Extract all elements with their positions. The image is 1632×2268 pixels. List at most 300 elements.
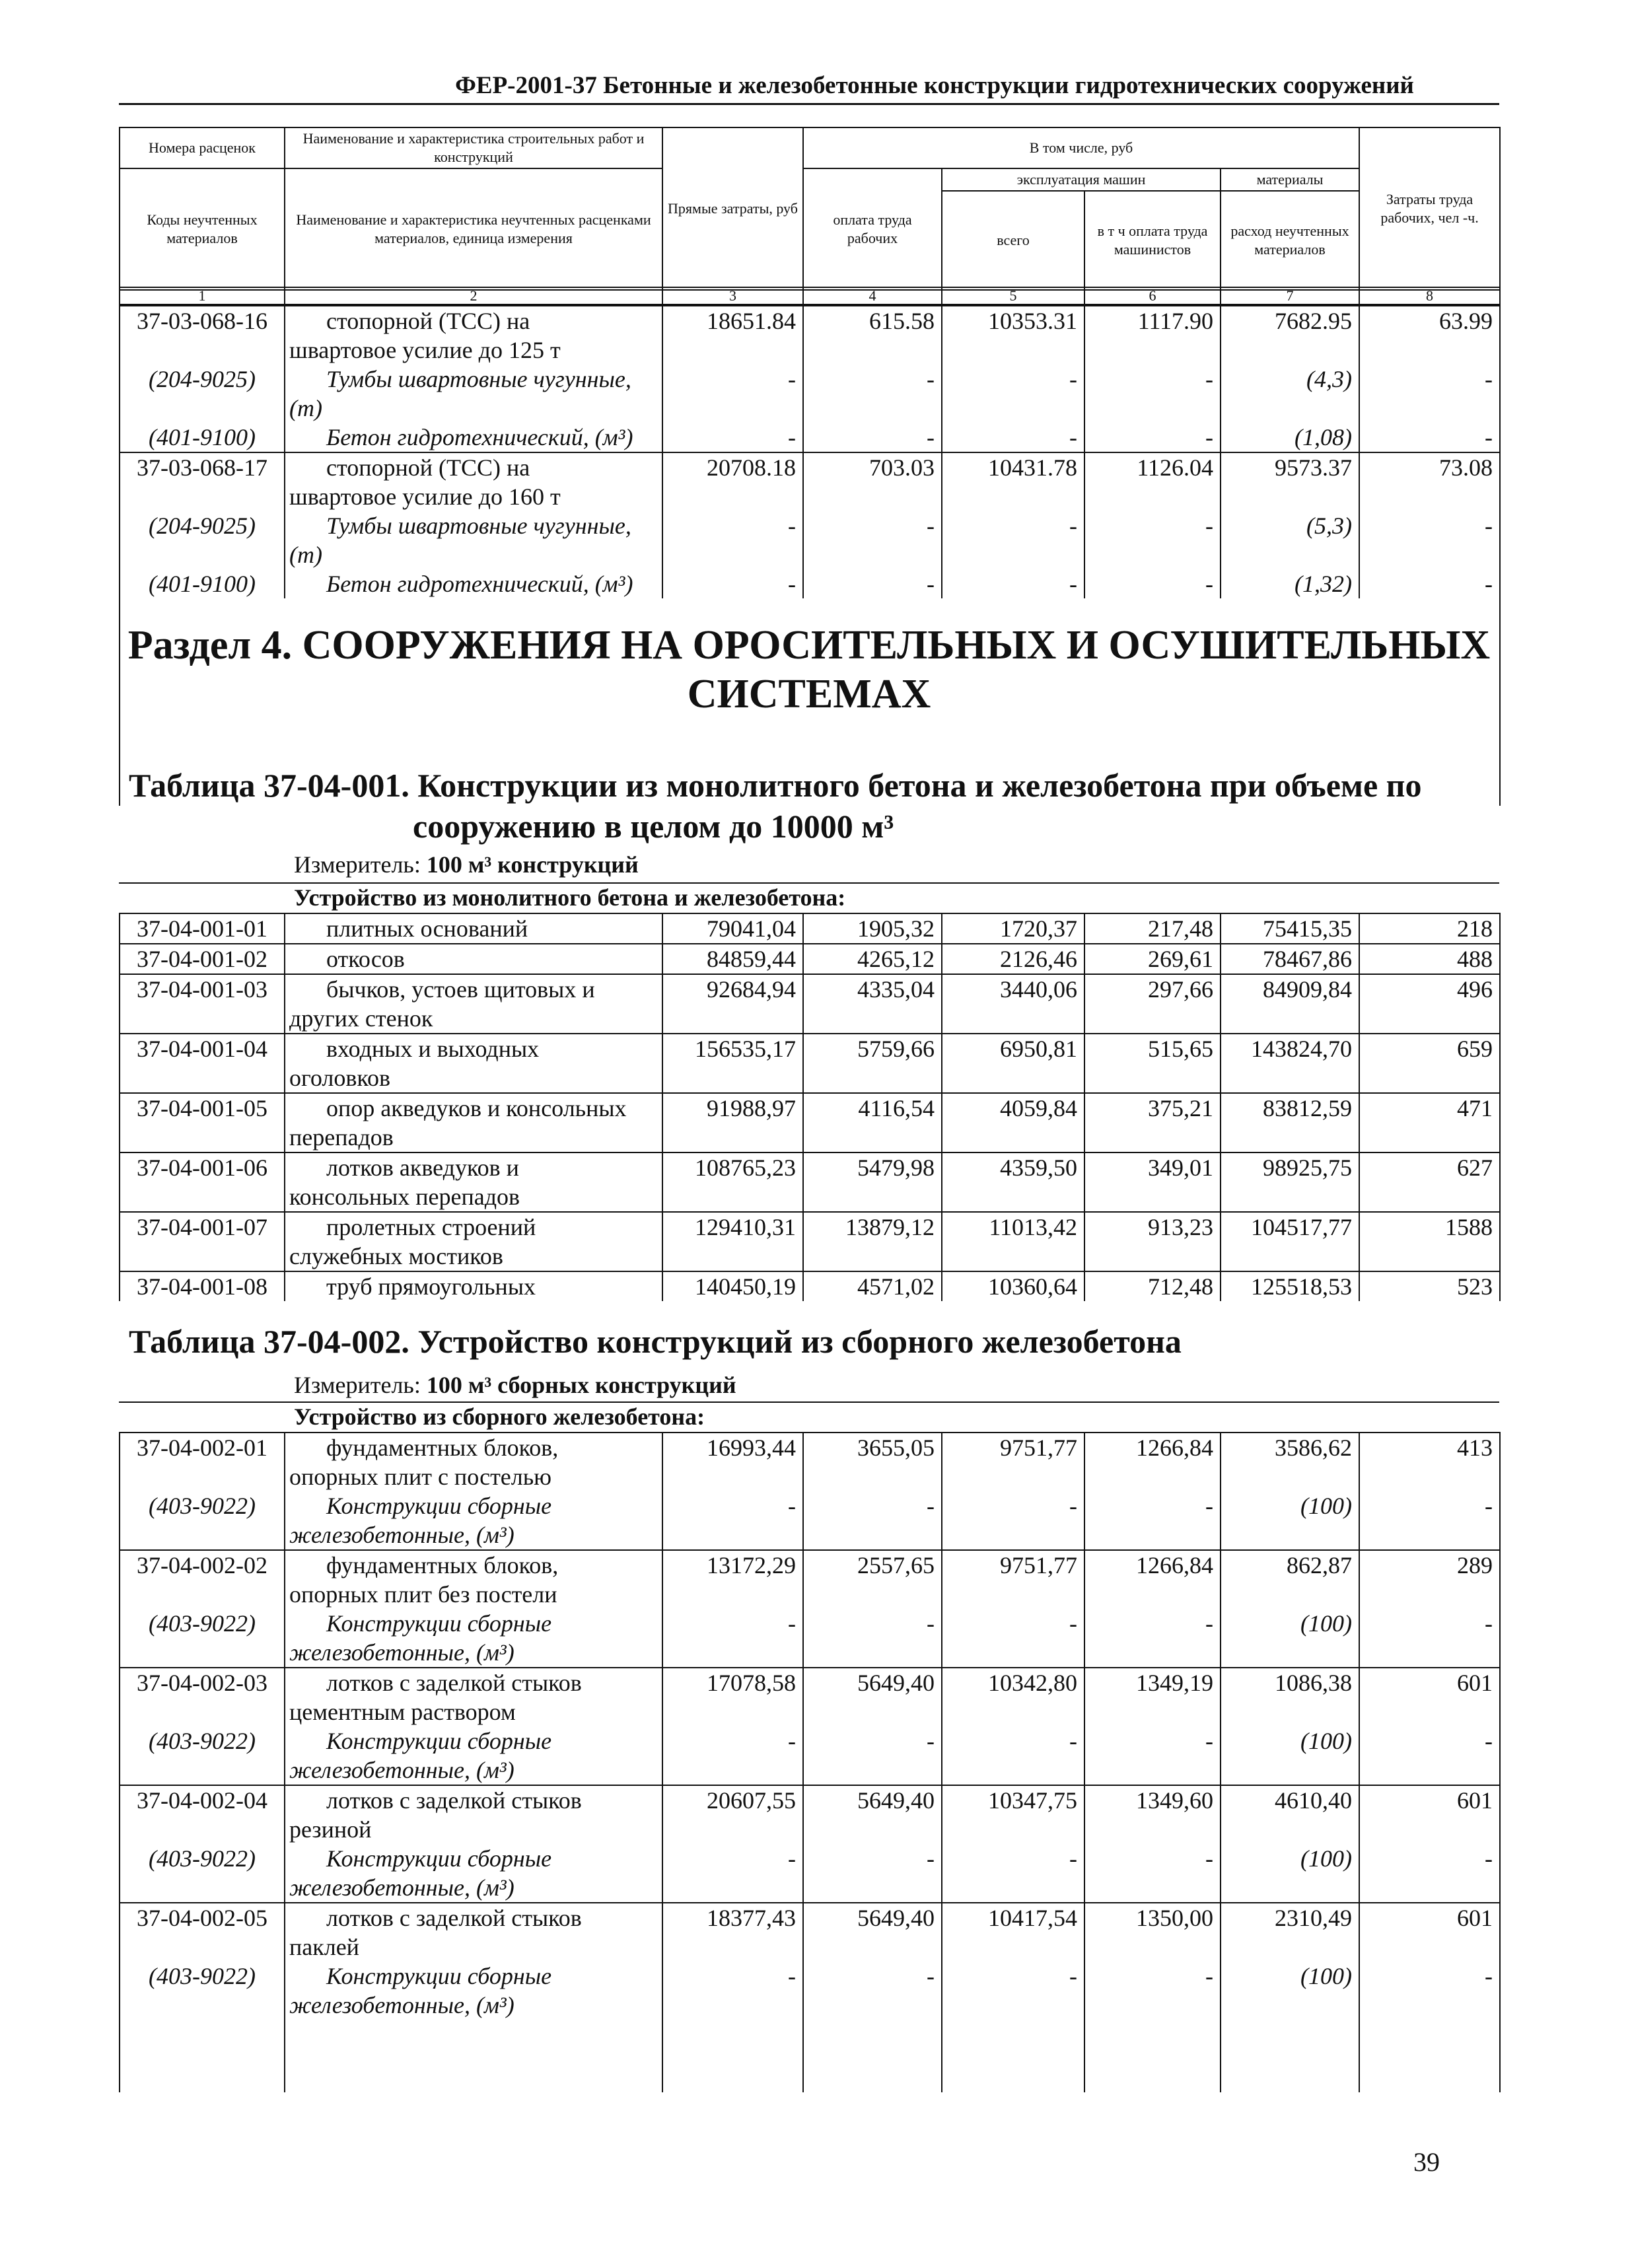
- row-value: 11013,42: [942, 1212, 1084, 1271]
- row-code: 37-04-001-03: [120, 974, 285, 1034]
- col-num: 2: [285, 287, 662, 304]
- row-code: 37-04-001-07: [120, 1212, 285, 1271]
- row-value: 13172,29: [662, 1550, 803, 1609]
- row-value: -: [662, 1844, 803, 1903]
- row-name: [285, 913, 662, 944]
- table-row: [120, 1433, 1500, 1491]
- row-value: 5649,40: [803, 1668, 942, 1726]
- row-name-line1: лотков акведуков и: [326, 1154, 519, 1181]
- row-name: [285, 1152, 662, 1212]
- col8-header: Затраты труда рабочих, чел -ч.: [1359, 127, 1500, 290]
- row-value: 1905,32: [803, 913, 942, 944]
- row-name: [285, 511, 662, 569]
- row-code: (401-9100): [120, 569, 285, 598]
- row-value: 4610,40: [1221, 1785, 1359, 1844]
- col2-top: Наименование и характеристика строительных работ и конструкций: [285, 127, 662, 168]
- table-row: [120, 1152, 1500, 1212]
- row-name: [285, 365, 662, 423]
- row-name-line1: опор акведуков и консольных: [326, 1095, 627, 1121]
- row-name: [285, 1271, 662, 1301]
- col3-header: Прямые затраты, руб: [662, 127, 803, 290]
- row-value: 913,23: [1084, 1212, 1221, 1271]
- table-row: [120, 1271, 1500, 1301]
- row-name-line2: служебных мостиков: [289, 1243, 503, 1269]
- row-name-line1: Конструкции сборные: [326, 1493, 552, 1519]
- row-name-line1: Конструкции сборные: [326, 1610, 552, 1637]
- table-row: [120, 913, 1500, 944]
- filler-cell: [942, 2020, 1084, 2092]
- row-code: 37-04-002-01: [120, 1433, 285, 1491]
- row-name-line1: Бетон гидротехнический, (м³): [326, 424, 633, 450]
- col-num: 6: [1084, 287, 1221, 304]
- row-value: -: [662, 365, 803, 423]
- row-value: -: [803, 569, 942, 598]
- row-value: (100): [1221, 1726, 1359, 1785]
- table1-title-line2: сооружению в целом до 10000 м³: [413, 808, 894, 845]
- row-value: 143824,70: [1221, 1034, 1359, 1093]
- row-name: [285, 306, 662, 365]
- row-code: 37-04-002-05: [120, 1903, 285, 1962]
- row-name-line2: консольных перепадов: [289, 1184, 520, 1210]
- row-code: 37-04-001-05: [120, 1093, 285, 1152]
- col1-top: Номера расценок: [120, 127, 285, 168]
- row-name-line1: стопорной (ТСС) на: [326, 308, 530, 334]
- row-name: [285, 1550, 662, 1609]
- col5-header: всего: [942, 191, 1084, 290]
- row-value: 4116,54: [803, 1093, 942, 1152]
- row-value: -: [1084, 1844, 1221, 1903]
- row-value: -: [1084, 1726, 1221, 1785]
- col-num: 5: [942, 287, 1084, 304]
- row-value: 156535,17: [662, 1034, 803, 1093]
- row-value: 496: [1359, 974, 1500, 1034]
- row-value: -: [1359, 569, 1500, 598]
- row-value: 297,66: [1084, 974, 1221, 1034]
- row-value: 1588: [1359, 1212, 1500, 1271]
- row-value: -: [1084, 1609, 1221, 1668]
- section-title: [119, 621, 1499, 719]
- filler-cell: [1221, 2020, 1359, 2092]
- row-code: (401-9100): [120, 423, 285, 452]
- row-value: (100): [1221, 1844, 1359, 1903]
- row-name: [285, 1726, 662, 1785]
- row-value: 140450,19: [662, 1271, 803, 1301]
- row-value: -: [942, 511, 1084, 569]
- row-value: 627: [1359, 1152, 1500, 1212]
- row-name-line1: бычков, устоев щитовых и: [326, 976, 595, 1003]
- row-value: -: [803, 1844, 942, 1903]
- col4-header: оплата труда рабочих: [803, 168, 942, 290]
- table-row: [120, 1550, 1500, 1609]
- row-name-line1: лотков с заделкой стыков: [326, 1905, 582, 1931]
- table-row: [120, 974, 1500, 1034]
- row-value: -: [803, 1609, 942, 1668]
- row-value: (1,32): [1221, 569, 1359, 598]
- col2-bottom: Наименование и характеристика неучтенных расценками материалов, единица измерения: [285, 168, 662, 290]
- row-value: -: [942, 1844, 1084, 1903]
- row-value: -: [662, 1491, 803, 1550]
- row-value: 218: [1359, 913, 1500, 944]
- row-value: 712,48: [1084, 1271, 1221, 1301]
- row-name-line1: плитных оснований: [326, 915, 528, 942]
- row-name-line2: (т): [289, 542, 322, 568]
- row-value: 63.99: [1359, 306, 1500, 365]
- col-num: 4: [803, 287, 942, 304]
- row-code: 37-03-068-16: [120, 306, 285, 365]
- table-row-filler: [120, 2020, 1500, 2092]
- row-value: 92684,94: [662, 974, 803, 1034]
- row-value: 1126.04: [1084, 452, 1221, 511]
- row-value: 9751,77: [942, 1550, 1084, 1609]
- table2-measure: Измеритель: 100 м³ сборных конструкций: [294, 1372, 736, 1398]
- row-value: 289: [1359, 1550, 1500, 1609]
- row-value: -: [942, 365, 1084, 423]
- row-name: [285, 452, 662, 511]
- row-value: 601: [1359, 1668, 1500, 1726]
- row-value: 10342,80: [942, 1668, 1084, 1726]
- row-value: 703.03: [803, 452, 942, 511]
- row-name-line1: труб прямоугольных: [326, 1273, 536, 1300]
- row-value: -: [1359, 511, 1500, 569]
- row-value: 4335,04: [803, 974, 942, 1034]
- row-name: [285, 944, 662, 974]
- table-row: [120, 1609, 1500, 1668]
- table-row: [120, 452, 1500, 511]
- row-value: -: [662, 1962, 803, 2020]
- section-title-line2: СИСТЕМАХ: [687, 672, 931, 717]
- row-name-line2: железобетонные, (м³): [289, 1522, 514, 1548]
- row-value: 5649,40: [803, 1785, 942, 1844]
- row-value: 1266,84: [1084, 1433, 1221, 1491]
- row-value: -: [942, 423, 1084, 452]
- row-value: (1,08): [1221, 423, 1359, 452]
- row-name-line2: резиной: [289, 1816, 372, 1843]
- row-value: -: [803, 1726, 942, 1785]
- row-value: 10353.31: [942, 306, 1084, 365]
- row-value: 18377,43: [662, 1903, 803, 1962]
- row-value: 4359,50: [942, 1152, 1084, 1212]
- row-value: 3440,06: [942, 974, 1084, 1034]
- row-name-line2: оголовков: [289, 1065, 391, 1091]
- row-value: 5649,40: [803, 1903, 942, 1962]
- row-value: 78467,86: [1221, 944, 1359, 974]
- row-value: -: [942, 1491, 1084, 1550]
- row-value: 601: [1359, 1903, 1500, 1962]
- table-row: [120, 365, 1500, 423]
- row-value: 3655,05: [803, 1433, 942, 1491]
- row-value: 5479,98: [803, 1152, 942, 1212]
- row-value: 4571,02: [803, 1271, 942, 1301]
- table-row: [120, 569, 1500, 598]
- row-value: 471: [1359, 1093, 1500, 1152]
- row-name-line1: стопорной (ТСС) на: [326, 454, 530, 481]
- filler-cell: [285, 2020, 662, 2092]
- row-code: 37-04-002-03: [120, 1668, 285, 1726]
- row-name-line1: фундаментных блоков,: [326, 1552, 559, 1578]
- row-value: -: [803, 365, 942, 423]
- row-value: 488: [1359, 944, 1500, 974]
- row-value: -: [1084, 1962, 1221, 2020]
- row-name-line2: цементным раствором: [289, 1699, 516, 1725]
- row-name: [285, 1034, 662, 1093]
- row-name: [285, 1212, 662, 1271]
- row-name-line2: железобетонные, (м³): [289, 1757, 514, 1783]
- row-value: 9751,77: [942, 1433, 1084, 1491]
- row-value: 601: [1359, 1785, 1500, 1844]
- row-name: [285, 1609, 662, 1668]
- row-value: 10360,64: [942, 1271, 1084, 1301]
- row-value: -: [1359, 1962, 1500, 2020]
- row-value: (4,3): [1221, 365, 1359, 423]
- row-name-line2: швартовое усилие до 160 т: [289, 483, 561, 510]
- row-value: 104517,77: [1221, 1212, 1359, 1271]
- row-name: [285, 1433, 662, 1491]
- row-value: -: [803, 1491, 942, 1550]
- row-name-line1: фундаментных блоков,: [326, 1435, 559, 1461]
- row-value: 79041,04: [662, 913, 803, 944]
- section-title-line1: Раздел 4. СООРУЖЕНИЯ НА ОРОСИТЕЛЬНЫХ И ОСУШИТЕЛЬНЫХ: [127, 623, 1491, 668]
- row-code: 37-04-001-04: [120, 1034, 285, 1093]
- row-value: 17078,58: [662, 1668, 803, 1726]
- row-value: -: [1359, 365, 1500, 423]
- row-value: 84909,84: [1221, 974, 1359, 1034]
- row-value: 5759,66: [803, 1034, 942, 1093]
- row-value: -: [1359, 1726, 1500, 1785]
- table1-title: [129, 765, 1422, 847]
- exploit-header: эксплуатация машин: [942, 168, 1221, 191]
- row-value: 9573.37: [1221, 452, 1359, 511]
- row-value: 2126,46: [942, 944, 1084, 974]
- materials-header: материалы: [1221, 168, 1359, 191]
- table-row: [120, 306, 1500, 365]
- row-name-line1: пролетных строений: [326, 1214, 536, 1240]
- row-name-line1: Конструкции сборные: [326, 1845, 552, 1872]
- row-value: (100): [1221, 1609, 1359, 1668]
- row-value: 125518,53: [1221, 1271, 1359, 1301]
- table1-subheading: Устройство из монолитного бетона и железобетона:: [294, 884, 846, 911]
- row-value: -: [1359, 1844, 1500, 1903]
- row-value: 1350,00: [1084, 1903, 1221, 1962]
- page-header: [119, 71, 1499, 105]
- row-value: -: [803, 423, 942, 452]
- table-row: [120, 1962, 1500, 2020]
- row-value: 2557,65: [803, 1550, 942, 1609]
- row-name-line1: откосов: [326, 946, 405, 972]
- row-value: 129410,31: [662, 1212, 803, 1271]
- row-value: -: [662, 423, 803, 452]
- row-value: 13879,12: [803, 1212, 942, 1271]
- row-value: 10417,54: [942, 1903, 1084, 1962]
- filler-cell: [662, 2020, 803, 2092]
- row-value: 1086,38: [1221, 1668, 1359, 1726]
- row-code: (403-9022): [120, 1609, 285, 1668]
- row-value: 3586,62: [1221, 1433, 1359, 1491]
- row-value: 2310,49: [1221, 1903, 1359, 1962]
- row-value: -: [1084, 423, 1221, 452]
- row-value: -: [1359, 1609, 1500, 1668]
- row-name-line1: Тумбы швартовные чугунные,: [326, 366, 631, 392]
- row-value: -: [942, 1726, 1084, 1785]
- row-name-line2: швартовое усилие до 125 т: [289, 337, 561, 363]
- col-num: 8: [1359, 287, 1500, 304]
- row-value: 1349,60: [1084, 1785, 1221, 1844]
- row-value: 615.58: [803, 306, 942, 365]
- col6-header: в т ч оплата труда машинистов: [1084, 191, 1221, 290]
- col-num: 3: [662, 287, 803, 304]
- row-value: 7682.95: [1221, 306, 1359, 365]
- row-value: 10431.78: [942, 452, 1084, 511]
- row-value: -: [942, 569, 1084, 598]
- row-name: [285, 1668, 662, 1726]
- row-value: -: [942, 1609, 1084, 1668]
- row-name-line2: железобетонные, (м³): [289, 1639, 514, 1666]
- table-a-body: [119, 305, 1501, 598]
- row-value: 1349,19: [1084, 1668, 1221, 1726]
- row-value: -: [1084, 569, 1221, 598]
- row-value: -: [662, 569, 803, 598]
- table1-measure: Измеритель: 100 м³ конструкций: [294, 851, 639, 878]
- page-number: 39: [1413, 2147, 1440, 2177]
- table-row: [120, 1034, 1500, 1093]
- table-row: [120, 944, 1500, 974]
- row-value: 10347,75: [942, 1785, 1084, 1844]
- row-value: -: [803, 1962, 942, 2020]
- row-value: 98925,75: [1221, 1152, 1359, 1212]
- table-row: [120, 1726, 1500, 1785]
- table-row: [120, 1668, 1500, 1726]
- col-num: 1: [120, 287, 285, 304]
- row-value: 16993,44: [662, 1433, 803, 1491]
- row-name-line2: опорных плит с постелью: [289, 1464, 552, 1490]
- row-name: [285, 423, 662, 452]
- row-name-line2: паклей: [289, 1934, 359, 1960]
- row-value: -: [1084, 511, 1221, 569]
- row-code: (403-9022): [120, 1844, 285, 1903]
- row-name: [285, 974, 662, 1034]
- row-name: [285, 1903, 662, 1962]
- row-value: -: [1084, 365, 1221, 423]
- row-value: 84859,44: [662, 944, 803, 974]
- row-value: -: [803, 511, 942, 569]
- table-row: [120, 1093, 1500, 1152]
- row-value: 515,65: [1084, 1034, 1221, 1093]
- row-value: 523: [1359, 1271, 1500, 1301]
- page-header-title: ФЕР-2001-37 Бетонные и железобетонные конструкции гидротехнических сооружений: [455, 72, 1414, 99]
- row-value: (100): [1221, 1491, 1359, 1550]
- row-value: 1720,37: [942, 913, 1084, 944]
- row-name-line2: перепадов: [289, 1124, 394, 1151]
- row-value: 20708.18: [662, 452, 803, 511]
- row-code: (403-9022): [120, 1491, 285, 1550]
- row-name: [285, 569, 662, 598]
- row-value: 6950,81: [942, 1034, 1084, 1093]
- row-name-line1: Конструкции сборные: [326, 1728, 552, 1754]
- row-value: 75415,35: [1221, 913, 1359, 944]
- table-row: [120, 1491, 1500, 1550]
- col7-header: расход неучтенных материалов: [1221, 191, 1359, 290]
- filler-cell: [120, 2020, 285, 2092]
- row-value: 217,48: [1084, 913, 1221, 944]
- row-name: [285, 1785, 662, 1844]
- row-name-line1: входных и выходных: [326, 1036, 540, 1062]
- row-value: -: [662, 511, 803, 569]
- row-name-line1: Бетон гидротехнический, (м³): [326, 571, 633, 597]
- row-name-line1: Конструкции сборные: [326, 1963, 552, 1989]
- row-code: 37-04-001-01: [120, 913, 285, 944]
- row-value: 862,87: [1221, 1550, 1359, 1609]
- row-value: 1266,84: [1084, 1550, 1221, 1609]
- row-value: 91988,97: [662, 1093, 803, 1152]
- row-code: (403-9022): [120, 1962, 285, 2020]
- column-numbers: [119, 287, 1501, 305]
- table1-title-line1: Таблица 37-04-001. Конструкции из монолитного бетона и железобетона при объеме по: [129, 767, 1422, 804]
- table1-body: [119, 913, 1501, 1301]
- table2-subheading: Устройство из сборного железобетона:: [294, 1403, 705, 1430]
- table-row: [120, 511, 1500, 569]
- table-row: [120, 1844, 1500, 1903]
- row-code: 37-04-001-06: [120, 1152, 285, 1212]
- row-name-line1: лотков с заделкой стыков: [326, 1787, 582, 1814]
- row-value: 375,21: [1084, 1093, 1221, 1152]
- row-value: -: [662, 1726, 803, 1785]
- table-header: [119, 127, 1501, 291]
- row-value: 18651.84: [662, 306, 803, 365]
- row-value: 349,01: [1084, 1152, 1221, 1212]
- row-code: (204-9025): [120, 365, 285, 423]
- filler-cell: [1359, 2020, 1500, 2092]
- row-name-line2: железобетонные, (м³): [289, 1992, 514, 2018]
- table2-body: [119, 1432, 1501, 2092]
- row-value: -: [1359, 423, 1500, 452]
- table-row: [120, 1212, 1500, 1271]
- row-code: 37-03-068-17: [120, 452, 285, 511]
- filler-cell: [803, 2020, 942, 2092]
- row-name-line1: лотков с заделкой стыков: [326, 1670, 582, 1696]
- row-code: 37-04-001-08: [120, 1271, 285, 1301]
- table-row: [120, 1903, 1500, 1962]
- row-code: 37-04-001-02: [120, 944, 285, 974]
- col1-bottom: Коды неучтенных материалов: [120, 168, 285, 290]
- row-name-line1: Тумбы швартовные чугунные,: [326, 513, 631, 539]
- row-value: 4059,84: [942, 1093, 1084, 1152]
- row-name-line2: опорных плит без постели: [289, 1581, 557, 1608]
- row-value: -: [1359, 1491, 1500, 1550]
- row-value: -: [1084, 1491, 1221, 1550]
- row-name: [285, 1093, 662, 1152]
- row-value: 1117.90: [1084, 306, 1221, 365]
- row-name-line2: других стенок: [289, 1005, 433, 1032]
- row-value: (5,3): [1221, 511, 1359, 569]
- filler-cell: [1084, 2020, 1221, 2092]
- row-value: 108765,23: [662, 1152, 803, 1212]
- row-name-line2: (т): [289, 395, 322, 421]
- row-value: 20607,55: [662, 1785, 803, 1844]
- row-name-line2: железобетонные, (м³): [289, 1874, 514, 1901]
- table2-title: Таблица 37-04-002. Устройство конструкций из сборного железобетона: [129, 1323, 1182, 1360]
- row-value: -: [942, 1962, 1084, 2020]
- row-code: (403-9022): [120, 1726, 285, 1785]
- row-value: 269,61: [1084, 944, 1221, 974]
- row-value: 659: [1359, 1034, 1500, 1093]
- row-value: (100): [1221, 1962, 1359, 2020]
- row-value: 73.08: [1359, 452, 1500, 511]
- table-row: [120, 423, 1500, 452]
- incl-header: В том числе, руб: [803, 127, 1359, 168]
- row-value: 4265,12: [803, 944, 942, 974]
- row-code: 37-04-002-04: [120, 1785, 285, 1844]
- table-row: [120, 1785, 1500, 1844]
- row-name: [285, 1491, 662, 1550]
